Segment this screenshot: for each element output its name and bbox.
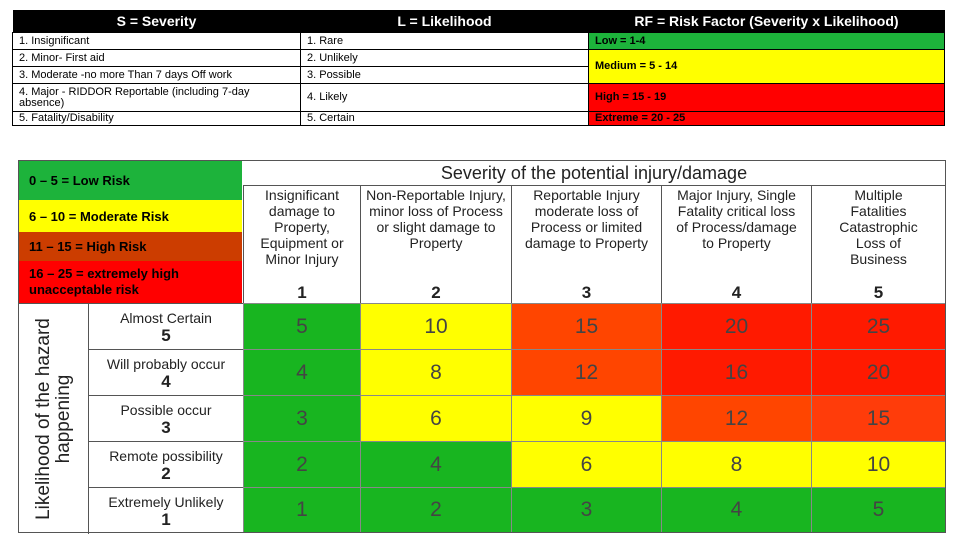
risk-cell: 12 xyxy=(661,395,811,441)
risk-factor-header: RF = Risk Factor (Severity x Likelihood) xyxy=(589,10,945,33)
key-header-row xyxy=(13,10,945,33)
likelihood-row-label xyxy=(89,441,243,487)
risk-cell: 3 xyxy=(511,487,661,532)
risk-cell: 3 xyxy=(243,395,360,441)
severity-column-desc: Insignificant damage to Property, Equipment or Minor Injury xyxy=(260,187,344,267)
severity-item: 5. Fatality/Disability xyxy=(13,112,301,126)
likelihood-row-desc: Possible occur xyxy=(120,402,212,418)
risk-cell: 5 xyxy=(811,487,945,532)
risk-cell: 1 xyxy=(243,487,360,532)
key-row xyxy=(13,84,945,112)
severity-column-number: 1 xyxy=(297,283,307,302)
likelihood-item: 1. Rare xyxy=(301,33,589,50)
risk-cell: 5 xyxy=(243,303,360,349)
severity-column-desc: Major Injury, Single Fatality critical loss of Process/damage to Property xyxy=(676,187,797,251)
likelihood-row-number: 5 xyxy=(161,326,171,345)
risk-cell: 2 xyxy=(360,487,511,532)
likelihood-row-label xyxy=(89,487,243,534)
risk-cell: 2 xyxy=(243,441,360,487)
legend-moderate-risk: 6 – 10 = Moderate Risk xyxy=(19,200,242,232)
risk-cell: 6 xyxy=(360,395,511,441)
likelihood-row-label xyxy=(89,349,243,395)
severity-item: 3. Moderate -no more Than 7 days Off work xyxy=(13,67,301,84)
risk-cell: 4 xyxy=(360,441,511,487)
severity-item: 1. Insignificant xyxy=(13,33,301,50)
risk-matrix xyxy=(18,160,946,533)
severity-header: S = Severity xyxy=(13,10,301,33)
likelihood-row-number: 4 xyxy=(161,372,171,391)
likelihood-title: Likelihood of the hazard happening xyxy=(33,318,74,520)
severity-item: 2. Minor- First aid xyxy=(13,50,301,67)
severity-column-number: 3 xyxy=(581,283,592,302)
risk-factor-high: High = 15 - 19 xyxy=(589,84,945,112)
severity-column-desc: Multiple Fatalities Catastrophic Loss of Business xyxy=(839,187,918,267)
legend-low-risk: 0 – 5 = Low Risk xyxy=(19,161,242,200)
likelihood-row-number: 2 xyxy=(161,464,171,483)
risk-factor-low: Low = 1-4 xyxy=(589,33,945,50)
likelihood-row-label xyxy=(89,395,243,441)
risk-cell: 25 xyxy=(811,303,945,349)
severity-column-number: 4 xyxy=(731,283,742,302)
likelihood-item: 4. Likely xyxy=(301,84,589,112)
severity-column-header xyxy=(811,185,945,303)
risk-cell: 10 xyxy=(360,303,511,349)
likelihood-row-desc: Remote possibility xyxy=(109,448,223,464)
risk-cell: 15 xyxy=(811,395,945,441)
likelihood-row-number: 3 xyxy=(161,418,171,437)
risk-factor-medium: Medium = 5 - 14 xyxy=(589,50,945,84)
legend-high-risk: 11 – 15 = High Risk xyxy=(19,232,242,261)
likelihood-item: 2. Unlikely xyxy=(301,50,589,67)
risk-cell: 20 xyxy=(661,303,811,349)
risk-cell: 4 xyxy=(661,487,811,532)
key-row xyxy=(13,33,945,50)
risk-cell: 15 xyxy=(511,303,661,349)
severity-column-desc: Reportable Injury moderate loss of Process or limited damage to Property xyxy=(525,187,648,251)
likelihood-row-number: 1 xyxy=(161,510,171,529)
likelihood-item: 3. Possible xyxy=(301,67,589,84)
risk-cell: 20 xyxy=(811,349,945,395)
likelihood-row-desc: Extremely Unlikely xyxy=(108,494,224,510)
risk-cell: 9 xyxy=(511,395,661,441)
risk-factor-extreme: Extreme = 20 - 25 xyxy=(589,112,945,126)
risk-cell: 10 xyxy=(811,441,945,487)
risk-cell: 4 xyxy=(243,349,360,395)
severity-item: 4. Major - RIDDOR Reportable (including 7-day absence) xyxy=(13,84,301,112)
severity-title: Severity of the potential injury/damage xyxy=(243,161,945,186)
likelihood-header: L = Likelihood xyxy=(301,10,589,33)
severity-column-number: 2 xyxy=(431,283,441,302)
risk-cell: 8 xyxy=(360,349,511,395)
likelihood-axis-label xyxy=(19,303,89,534)
severity-column-desc: Non-Reportable Injury, minor loss of Process or slight damage to Property xyxy=(366,187,506,251)
risk-cell: 12 xyxy=(511,349,661,395)
risk-key-table xyxy=(12,10,945,126)
risk-cell: 16 xyxy=(661,349,811,395)
key-row xyxy=(13,50,945,67)
severity-column-header xyxy=(661,185,811,303)
likelihood-item: 5. Certain xyxy=(301,112,589,126)
severity-column-number: 5 xyxy=(873,283,884,302)
severity-column-header xyxy=(360,185,511,303)
risk-cell: 6 xyxy=(511,441,661,487)
severity-column-header xyxy=(243,185,360,303)
key-row xyxy=(13,112,945,126)
likelihood-row-desc: Almost Certain xyxy=(120,310,212,326)
likelihood-row-desc: Will probably occur xyxy=(106,356,226,372)
risk-cell: 8 xyxy=(661,441,811,487)
legend-extreme-risk: 16 – 25 = extremely high unacceptable risk xyxy=(19,261,242,303)
severity-column-header xyxy=(511,185,661,303)
likelihood-row-label xyxy=(89,303,243,349)
